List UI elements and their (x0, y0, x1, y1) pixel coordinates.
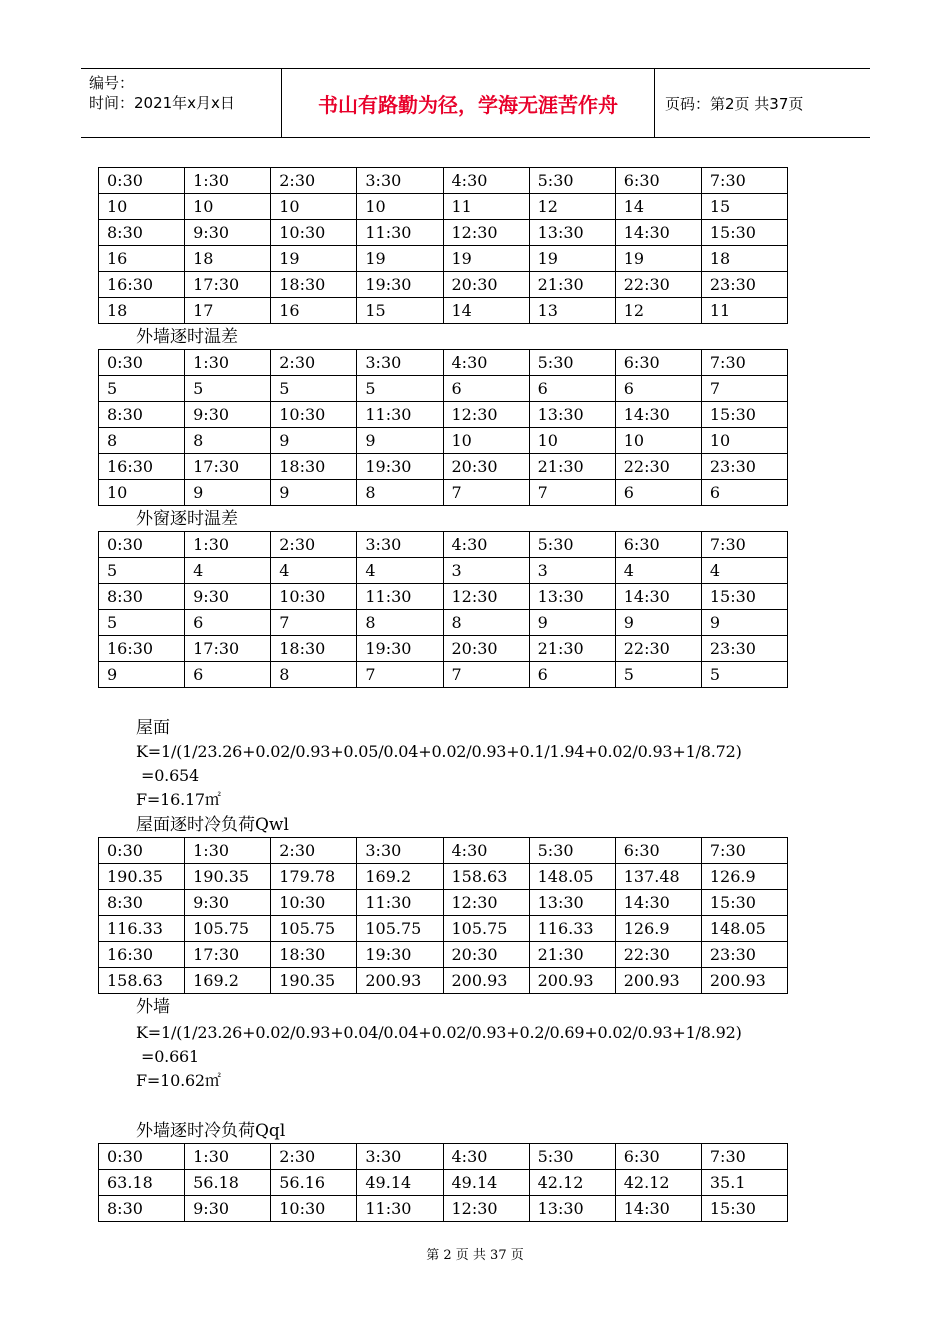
table-cell: 105.75 (185, 916, 271, 942)
table-cell: 12:30 (443, 1196, 529, 1222)
table-cell: 6 (529, 662, 615, 688)
table-cell: 6:30 (615, 838, 701, 864)
table-cell: 9:30 (185, 402, 271, 428)
page-footer: 第 2 页 共 37 页 (426, 1248, 524, 1263)
table-cell: 13:30 (529, 220, 615, 246)
table-cell: 4 (357, 558, 443, 584)
table-cell: 2:30 (271, 1144, 357, 1170)
table-cell: 5:30 (529, 532, 615, 558)
table-cell: 5 (615, 662, 701, 688)
table-cell: 15:30 (701, 402, 787, 428)
table-cell: 6 (615, 376, 701, 402)
table-row (99, 350, 788, 376)
table-cell: 22:30 (615, 454, 701, 480)
table-cell: 179.78 (271, 864, 357, 890)
table-cell: 9 (99, 662, 185, 688)
table-cell: 18:30 (271, 942, 357, 968)
table-cell: 10:30 (271, 402, 357, 428)
table-cell: 8:30 (99, 584, 185, 610)
table-cell: 8:30 (99, 220, 185, 246)
table-cell: 1:30 (185, 168, 271, 194)
table-cell: 169.2 (185, 968, 271, 994)
table-cell: 56.16 (271, 1170, 357, 1196)
window-temp-title: 外窗逐时温差 (136, 509, 238, 529)
table-cell: 23:30 (701, 454, 787, 480)
table-cell: 14:30 (615, 584, 701, 610)
table-cell: 15:30 (701, 1196, 787, 1222)
table-row (99, 532, 788, 558)
wall-load-title: 外墙逐时冷负荷Qql (136, 1121, 286, 1141)
table-cell: 18 (701, 246, 787, 272)
table-cell: 16:30 (99, 272, 185, 298)
table-cell: 105.75 (357, 916, 443, 942)
table-cell: 7 (271, 610, 357, 636)
table-cell: 0:30 (99, 838, 185, 864)
table-cell: 3:30 (357, 168, 443, 194)
table-cell: 200.93 (615, 968, 701, 994)
table-cell: 10:30 (271, 890, 357, 916)
table-row (99, 1170, 788, 1196)
table-cell: 9:30 (185, 584, 271, 610)
table-cell: 9:30 (185, 220, 271, 246)
table-cell: 19 (615, 246, 701, 272)
table-cell: 15:30 (701, 220, 787, 246)
table-row (99, 558, 788, 584)
table-cell: 16:30 (99, 454, 185, 480)
table-cell: 1:30 (185, 838, 271, 864)
table-cell: 5:30 (529, 168, 615, 194)
table-cell: 5:30 (529, 838, 615, 864)
wall-title: 外墙 (136, 997, 170, 1017)
table-cell: 21:30 (529, 636, 615, 662)
table-cell: 2:30 (271, 350, 357, 376)
table-cell: 63.18 (99, 1170, 185, 1196)
table-row (99, 480, 788, 506)
table-cell: 9 (529, 610, 615, 636)
table-cell: 15:30 (701, 890, 787, 916)
table-cell: 18:30 (271, 636, 357, 662)
table-cell: 9 (701, 610, 787, 636)
table-cell: 6 (701, 480, 787, 506)
table-row (99, 942, 788, 968)
table-cell: 5 (271, 376, 357, 402)
table-row (99, 864, 788, 890)
table-cell: 19 (529, 246, 615, 272)
table-cell: 200.93 (529, 968, 615, 994)
table-cell: 56.18 (185, 1170, 271, 1196)
table-cell: 19:30 (357, 636, 443, 662)
table-row (99, 662, 788, 688)
table-cell: 8 (271, 662, 357, 688)
table-cell: 8 (185, 428, 271, 454)
table-row (99, 968, 788, 994)
table-cell: 169.2 (357, 864, 443, 890)
table-row (99, 1144, 788, 1170)
table-cell: 11:30 (357, 220, 443, 246)
table-cell: 10 (615, 428, 701, 454)
table-cell: 137.48 (615, 864, 701, 890)
table-row (99, 194, 788, 220)
table-cell: 10:30 (271, 220, 357, 246)
table-cell: 0:30 (99, 532, 185, 558)
table-cell: 0:30 (99, 1144, 185, 1170)
table-cell: 20:30 (443, 272, 529, 298)
table-cell: 148.05 (529, 864, 615, 890)
table-cell: 14:30 (615, 402, 701, 428)
table-cell: 15:30 (701, 584, 787, 610)
table-cell: 7 (701, 376, 787, 402)
table-row (99, 246, 788, 272)
table-cell: 5:30 (529, 1144, 615, 1170)
table-cell: 5 (701, 662, 787, 688)
roof-title: 屋面 (136, 718, 170, 738)
table-cell: 13:30 (529, 1196, 615, 1222)
table-cell: 11:30 (357, 1196, 443, 1222)
table-cell: 12:30 (443, 584, 529, 610)
table-cell: 18:30 (271, 454, 357, 480)
table-cell: 7 (529, 480, 615, 506)
table-cell: 23:30 (701, 942, 787, 968)
table-cell: 11 (443, 194, 529, 220)
roof-load-table (98, 837, 788, 994)
table-cell: 18 (99, 298, 185, 324)
table-cell: 190.35 (99, 864, 185, 890)
table-cell: 12:30 (443, 220, 529, 246)
table-cell: 20:30 (443, 636, 529, 662)
table-cell: 7:30 (701, 1144, 787, 1170)
table-cell: 10:30 (271, 1196, 357, 1222)
table-cell: 2:30 (271, 532, 357, 558)
table-cell: 7 (357, 662, 443, 688)
outdoor-temp-table (98, 167, 788, 324)
table-cell: 7 (443, 662, 529, 688)
table-cell: 14:30 (615, 890, 701, 916)
table-cell: 9:30 (185, 1196, 271, 1222)
table-cell: 6 (615, 480, 701, 506)
table-cell: 5 (357, 376, 443, 402)
table-cell: 15 (701, 194, 787, 220)
table-cell: 42.12 (529, 1170, 615, 1196)
table-cell: 18 (185, 246, 271, 272)
header-motto: 书山有路勤为径，学海无涯苦作舟 (281, 69, 655, 137)
table-cell: 4:30 (443, 1144, 529, 1170)
table-cell: 11:30 (357, 402, 443, 428)
table-cell: 0:30 (99, 168, 185, 194)
table-cell: 7:30 (701, 532, 787, 558)
table-cell: 5:30 (529, 350, 615, 376)
table-cell: 10 (443, 428, 529, 454)
table-cell: 6 (529, 376, 615, 402)
table-cell: 6:30 (615, 1144, 701, 1170)
table-cell: 1:30 (185, 1144, 271, 1170)
header-page-label: 页码：第2页 共37页 (665, 95, 804, 113)
table-cell: 21:30 (529, 942, 615, 968)
table-cell: 126.9 (701, 864, 787, 890)
table-cell: 8:30 (99, 890, 185, 916)
table-cell: 2:30 (271, 168, 357, 194)
table-cell: 22:30 (615, 636, 701, 662)
table-cell: 17:30 (185, 942, 271, 968)
table-cell: 42.12 (615, 1170, 701, 1196)
roof-k-formula: K=1/(1/23.26+0.02/0.93+0.05/0.04+0.02/0.93+0.1/1.94+0.02/0.93+1/8.72) (136, 742, 742, 761)
table-cell: 23:30 (701, 636, 787, 662)
wall-k-result: =0.661 (141, 1047, 200, 1066)
table-cell: 7 (443, 480, 529, 506)
table-cell: 4 (185, 558, 271, 584)
roof-load-title: 屋面逐时冷负荷Qwl (136, 815, 289, 835)
table-cell: 10:30 (271, 584, 357, 610)
roof-k-result: =0.654 (141, 766, 200, 785)
wall-temp-table (98, 349, 788, 506)
table-cell: 20:30 (443, 454, 529, 480)
roof-f: F=16.17㎡ (136, 790, 221, 809)
table-cell: 3:30 (357, 838, 443, 864)
table-cell: 3:30 (357, 532, 443, 558)
table-cell: 16 (271, 298, 357, 324)
table-cell: 8 (99, 428, 185, 454)
table-row (99, 428, 788, 454)
table-cell: 19 (357, 246, 443, 272)
table-cell: 126.9 (615, 916, 701, 942)
table-row (99, 168, 788, 194)
table-cell: 11:30 (357, 584, 443, 610)
table-row (99, 916, 788, 942)
table-cell: 20:30 (443, 942, 529, 968)
table-cell: 1:30 (185, 532, 271, 558)
table-cell: 17:30 (185, 454, 271, 480)
table-cell: 12 (529, 194, 615, 220)
table-cell: 200.93 (701, 968, 787, 994)
table-cell: 13:30 (529, 402, 615, 428)
table-cell: 10 (99, 480, 185, 506)
table-cell: 14:30 (615, 1196, 701, 1222)
table-cell: 16:30 (99, 636, 185, 662)
table-cell: 1:30 (185, 350, 271, 376)
table-cell: 0:30 (99, 350, 185, 376)
table-cell: 9 (357, 428, 443, 454)
table-cell: 8 (357, 610, 443, 636)
table-cell: 19 (271, 246, 357, 272)
table-cell: 17:30 (185, 272, 271, 298)
table-cell: 200.93 (357, 968, 443, 994)
wall-temp-title: 外墙逐时温差 (136, 327, 238, 347)
table-cell: 5 (99, 610, 185, 636)
table-cell: 105.75 (443, 916, 529, 942)
table-cell: 9 (185, 480, 271, 506)
wall-f: F=10.62㎡ (136, 1071, 221, 1090)
table-cell: 35.1 (701, 1170, 787, 1196)
table-row (99, 1196, 788, 1222)
table-cell: 9:30 (185, 890, 271, 916)
table-row (99, 220, 788, 246)
table-row (99, 610, 788, 636)
table-cell: 6:30 (615, 350, 701, 376)
table-row (99, 272, 788, 298)
table-cell: 4 (701, 558, 787, 584)
table-cell: 10 (271, 194, 357, 220)
table-cell: 12:30 (443, 402, 529, 428)
table-cell: 4:30 (443, 838, 529, 864)
table-row (99, 584, 788, 610)
table-row (99, 890, 788, 916)
table-cell: 3:30 (357, 1144, 443, 1170)
table-cell: 19:30 (357, 454, 443, 480)
table-cell: 4 (615, 558, 701, 584)
page-header (81, 68, 870, 138)
table-cell: 158.63 (99, 968, 185, 994)
date-label: 时间：2021年x月x日 (89, 94, 235, 112)
table-cell: 9 (615, 610, 701, 636)
table-cell: 14 (615, 194, 701, 220)
table-cell: 3:30 (357, 350, 443, 376)
table-cell: 8:30 (99, 402, 185, 428)
table-cell: 6 (443, 376, 529, 402)
table-cell: 4:30 (443, 350, 529, 376)
table-cell: 49.14 (357, 1170, 443, 1196)
table-cell: 6:30 (615, 532, 701, 558)
table-cell: 2:30 (271, 838, 357, 864)
header-meta (89, 73, 235, 113)
table-row (99, 376, 788, 402)
table-cell: 23:30 (701, 272, 787, 298)
table-cell: 16 (99, 246, 185, 272)
table-cell: 11 (701, 298, 787, 324)
table-cell: 5 (99, 376, 185, 402)
table-cell: 12:30 (443, 890, 529, 916)
table-row (99, 838, 788, 864)
table-row (99, 636, 788, 662)
table-cell: 8 (357, 480, 443, 506)
table-cell: 158.63 (443, 864, 529, 890)
table-cell: 116.33 (529, 916, 615, 942)
table-cell: 190.35 (185, 864, 271, 890)
window-temp-table (98, 531, 788, 688)
table-cell: 15 (357, 298, 443, 324)
table-cell: 13 (529, 298, 615, 324)
table-cell: 9 (271, 480, 357, 506)
table-cell: 8:30 (99, 1196, 185, 1222)
table-cell: 7:30 (701, 838, 787, 864)
table-cell: 7:30 (701, 350, 787, 376)
table-cell: 13:30 (529, 890, 615, 916)
table-cell: 10 (185, 194, 271, 220)
table-cell: 5 (99, 558, 185, 584)
table-row (99, 454, 788, 480)
table-cell: 22:30 (615, 272, 701, 298)
table-cell: 190.35 (271, 968, 357, 994)
table-cell: 9 (271, 428, 357, 454)
table-cell: 13:30 (529, 584, 615, 610)
table-cell: 105.75 (271, 916, 357, 942)
table-cell: 116.33 (99, 916, 185, 942)
table-cell: 3 (529, 558, 615, 584)
table-row (99, 402, 788, 428)
table-cell: 4 (271, 558, 357, 584)
table-cell: 6 (185, 662, 271, 688)
table-cell: 12 (615, 298, 701, 324)
table-cell: 49.14 (443, 1170, 529, 1196)
table-cell: 21:30 (529, 454, 615, 480)
table-cell: 3 (443, 558, 529, 584)
table-cell: 11:30 (357, 890, 443, 916)
table-cell: 8 (443, 610, 529, 636)
table-cell: 6 (185, 610, 271, 636)
table-cell: 21:30 (529, 272, 615, 298)
table-cell: 17 (185, 298, 271, 324)
table-cell: 10 (99, 194, 185, 220)
table-cell: 19 (443, 246, 529, 272)
table-cell: 200.93 (443, 968, 529, 994)
table-cell: 16:30 (99, 942, 185, 968)
table-cell: 14 (443, 298, 529, 324)
table-cell: 7:30 (701, 168, 787, 194)
table-cell: 148.05 (701, 916, 787, 942)
table-cell: 17:30 (185, 636, 271, 662)
table-cell: 19:30 (357, 942, 443, 968)
table-cell: 6:30 (615, 168, 701, 194)
table-cell: 22:30 (615, 942, 701, 968)
serial-label: 编号： (89, 74, 135, 92)
table-cell: 10 (529, 428, 615, 454)
table-cell: 14:30 (615, 220, 701, 246)
table-cell: 4:30 (443, 532, 529, 558)
wall-load-table (98, 1143, 788, 1222)
table-cell: 10 (357, 194, 443, 220)
wall-k-formula: K=1/(1/23.26+0.02/0.93+0.04/0.04+0.02/0.93+0.2/0.69+0.02/0.93+1/8.92) (136, 1023, 742, 1042)
table-cell: 10 (701, 428, 787, 454)
table-cell: 4:30 (443, 168, 529, 194)
table-cell: 5 (185, 376, 271, 402)
table-cell: 19:30 (357, 272, 443, 298)
table-row (99, 298, 788, 324)
table-cell: 18:30 (271, 272, 357, 298)
